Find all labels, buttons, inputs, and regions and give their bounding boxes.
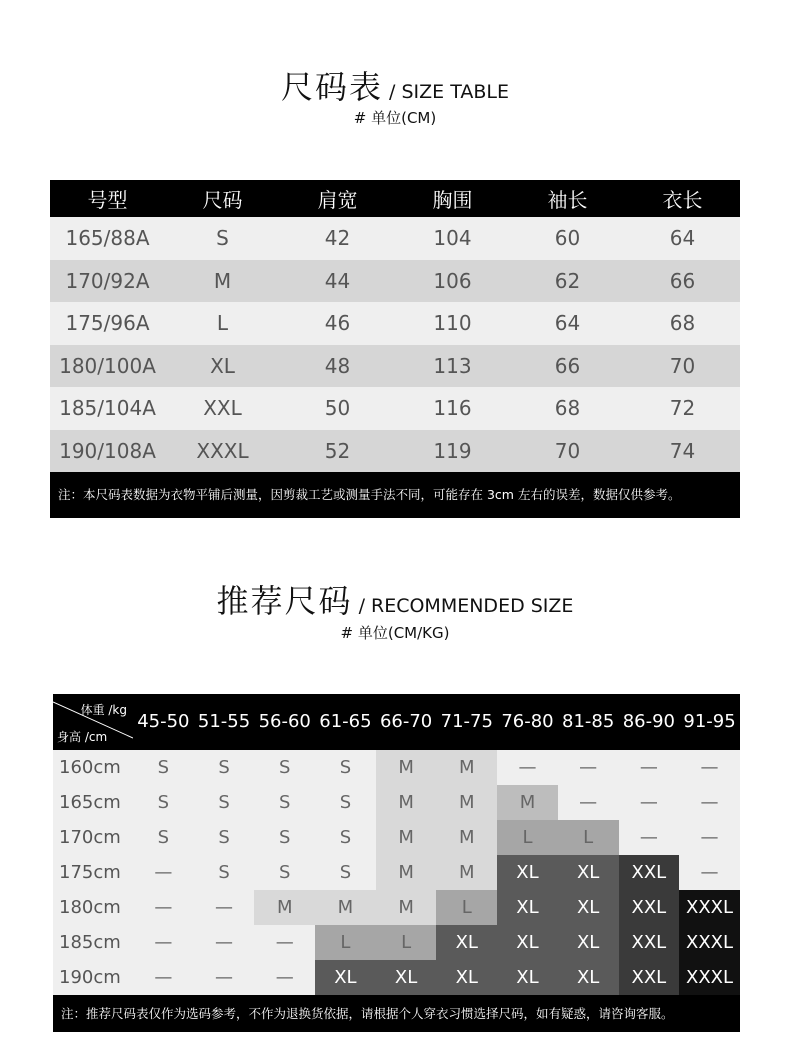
table-row: [53, 890, 740, 925]
weight-header-cell: 51-55: [197, 711, 251, 732]
table-cell: 110: [433, 311, 472, 336]
height-cell: 165cm: [53, 785, 133, 820]
weight-header-cell: 76-80: [501, 711, 554, 732]
size-cell: S: [254, 855, 315, 890]
size-cell: S: [194, 750, 255, 785]
size-cell: M: [436, 750, 497, 785]
table-row: [50, 430, 740, 473]
size-cell: XL: [497, 855, 558, 890]
size-table-header-cell: 号型: [87, 188, 128, 212]
size-table: [50, 180, 740, 518]
size-cell: S: [315, 820, 376, 855]
size-cell: XXXL: [679, 890, 740, 925]
size-cell: L: [436, 890, 497, 925]
table-row: [53, 785, 740, 820]
size-cell: S: [194, 855, 255, 890]
table-cell: 42: [324, 226, 351, 251]
size-cell: —: [254, 925, 315, 960]
table-cell: 113: [433, 353, 472, 378]
size-cell: S: [315, 785, 376, 820]
recommended-title-zh: 推荐尺码: [216, 582, 353, 620]
recommended-note: 注：推荐尺码表仅作为选码参考，不作为退换货依据，请根据个人穿衣习惯选择尺码，如有疑惑，请咨询客服。: [53, 995, 740, 1032]
size-cell: M: [254, 890, 315, 925]
size-cell: XXL: [619, 925, 680, 960]
size-cell: L: [497, 820, 558, 855]
size-cell: XL: [436, 925, 497, 960]
size-cell: L: [558, 820, 619, 855]
size-cell: XL: [315, 960, 376, 995]
table-cell: 64: [554, 311, 581, 336]
table-cell: 185/104A: [59, 396, 156, 421]
size-cell: —: [497, 750, 558, 785]
size-cell: M: [436, 855, 497, 890]
table-row: [53, 855, 740, 890]
size-cell: S: [315, 855, 376, 890]
size-cell: M: [436, 785, 497, 820]
size-cell: S: [315, 750, 376, 785]
size-cell: M: [376, 785, 437, 820]
table-cell: 70: [669, 353, 696, 378]
weight-header-cell: 45-50: [137, 711, 190, 732]
table-row: [50, 345, 740, 388]
table-cell: 175/96A: [65, 311, 150, 336]
size-table-note: 注：本尺码表数据为衣物平铺后测量，因剪裁工艺或测量手法不同，可能存在 3cm 左右的误差，数据仅供参考。: [50, 472, 740, 518]
corner-cell: [53, 694, 133, 750]
size-cell: —: [619, 785, 680, 820]
size-table-header-cell: 袖长: [547, 188, 588, 212]
size-cell: M: [436, 820, 497, 855]
size-table-title: [0, 62, 790, 108]
table-cell: XXXL: [196, 438, 249, 463]
size-cell: —: [194, 890, 255, 925]
size-table-title-en: / SIZE TABLE: [389, 81, 509, 103]
size-cell: M: [376, 750, 437, 785]
height-cell: 175cm: [53, 855, 133, 890]
size-cell: —: [679, 855, 740, 890]
size-cell: S: [254, 785, 315, 820]
size-cell: —: [619, 820, 680, 855]
size-cell: —: [194, 925, 255, 960]
table-cell: 66: [554, 353, 581, 378]
size-cell: S: [133, 785, 194, 820]
height-cell: 160cm: [53, 750, 133, 785]
table-cell: 60: [554, 226, 581, 251]
table-cell: 104: [433, 226, 472, 251]
table-cell: S: [216, 226, 229, 251]
size-table-header-cell: 尺码: [202, 188, 243, 212]
table-cell: 48: [324, 353, 351, 378]
size-cell: S: [254, 750, 315, 785]
size-table-body: [50, 217, 740, 472]
weight-header-cell: 66-70: [379, 711, 433, 732]
size-cell: XL: [497, 960, 558, 995]
size-cell: XL: [436, 960, 497, 995]
table-cell: 170/92A: [65, 268, 150, 293]
table-cell: 72: [669, 396, 696, 421]
size-cell: —: [133, 855, 194, 890]
size-table-header-cell: 胸围: [432, 188, 473, 212]
weight-header-cell: 81-85: [562, 711, 615, 732]
table-cell: 68: [669, 311, 696, 336]
size-cell: —: [133, 925, 194, 960]
size-cell: XXL: [619, 960, 680, 995]
size-cell: L: [376, 925, 437, 960]
corner-height-label: 身高 /cm: [57, 730, 108, 744]
height-cell: 185cm: [53, 925, 133, 960]
size-cell: —: [254, 960, 315, 995]
size-cell: L: [315, 925, 376, 960]
size-cell: XXXL: [679, 925, 740, 960]
table-cell: XL: [210, 353, 235, 378]
size-table-title-zh: 尺码表: [281, 68, 384, 106]
recommended-unit: # 单位(CM/KG): [340, 624, 450, 642]
size-table-header: [50, 180, 740, 217]
size-cell: M: [315, 890, 376, 925]
size-cell: —: [679, 750, 740, 785]
table-cell: 165/88A: [65, 226, 150, 251]
size-cell: —: [558, 785, 619, 820]
recommended-table: [53, 694, 740, 1032]
size-cell: M: [376, 820, 437, 855]
weight-header-cell: 61-65: [319, 711, 372, 732]
size-cell: —: [194, 960, 255, 995]
size-cell: XXL: [619, 890, 680, 925]
size-cell: XL: [558, 925, 619, 960]
size-table-header-cell: 衣长: [662, 188, 703, 212]
size-cell: S: [254, 820, 315, 855]
table-cell: 180/100A: [59, 353, 156, 378]
weight-header-cell: 71-75: [440, 711, 493, 732]
recommended-body: [53, 750, 740, 995]
table-cell: 50: [324, 396, 351, 421]
recommended-title: [0, 576, 790, 622]
table-cell: 62: [554, 268, 581, 293]
size-table-unit: # 单位(CM): [353, 109, 437, 127]
size-cell: S: [133, 750, 194, 785]
size-cell: —: [558, 750, 619, 785]
size-cell: —: [619, 750, 680, 785]
table-cell: 74: [669, 438, 696, 463]
size-cell: M: [376, 890, 437, 925]
table-cell: 119: [433, 438, 472, 463]
size-cell: —: [679, 785, 740, 820]
table-cell: XXL: [203, 396, 242, 421]
size-cell: XL: [497, 925, 558, 960]
recommended-header: [53, 694, 740, 750]
table-row: [50, 302, 740, 345]
size-table-header-cell: 肩宽: [317, 188, 358, 212]
table-cell: L: [216, 311, 229, 336]
table-row: [53, 750, 740, 785]
table-row: [53, 960, 740, 995]
height-cell: 170cm: [53, 820, 133, 855]
size-cell: S: [133, 820, 194, 855]
table-cell: 106: [433, 268, 472, 293]
size-cell: XL: [558, 960, 619, 995]
size-cell: XXL: [619, 855, 680, 890]
size-cell: —: [133, 890, 194, 925]
weight-header-cell: 86-90: [622, 711, 675, 732]
table-cell: 44: [324, 268, 351, 293]
size-cell: XL: [497, 890, 558, 925]
table-row: [50, 260, 740, 303]
table-row: [50, 217, 740, 260]
recommended-title-en: / RECOMMENDED SIZE: [358, 595, 574, 617]
weight-header-cell: 91-95: [683, 711, 736, 732]
table-cell: 66: [669, 268, 696, 293]
size-cell: M: [497, 785, 558, 820]
table-cell: M: [213, 268, 232, 293]
size-cell: XL: [376, 960, 437, 995]
size-cell: S: [194, 785, 255, 820]
table-cell: 46: [324, 311, 351, 336]
size-cell: XXXL: [679, 960, 740, 995]
table-cell: 116: [433, 396, 472, 421]
table-cell: 64: [669, 226, 696, 251]
table-row: [53, 925, 740, 960]
table-cell: 190/108A: [59, 438, 156, 463]
table-row: [53, 820, 740, 855]
table-cell: 68: [554, 396, 581, 421]
corner-weight-label: 体重 /kg: [80, 703, 127, 717]
size-cell: —: [679, 820, 740, 855]
size-cell: XL: [558, 855, 619, 890]
size-cell: M: [376, 855, 437, 890]
height-cell: 180cm: [53, 890, 133, 925]
size-cell: S: [194, 820, 255, 855]
size-cell: —: [133, 960, 194, 995]
size-cell: XL: [558, 890, 619, 925]
table-cell: 70: [554, 438, 581, 463]
weight-header-cell: 56-60: [258, 711, 311, 732]
height-cell: 190cm: [53, 960, 133, 995]
table-cell: 52: [324, 438, 351, 463]
table-row: [50, 387, 740, 430]
